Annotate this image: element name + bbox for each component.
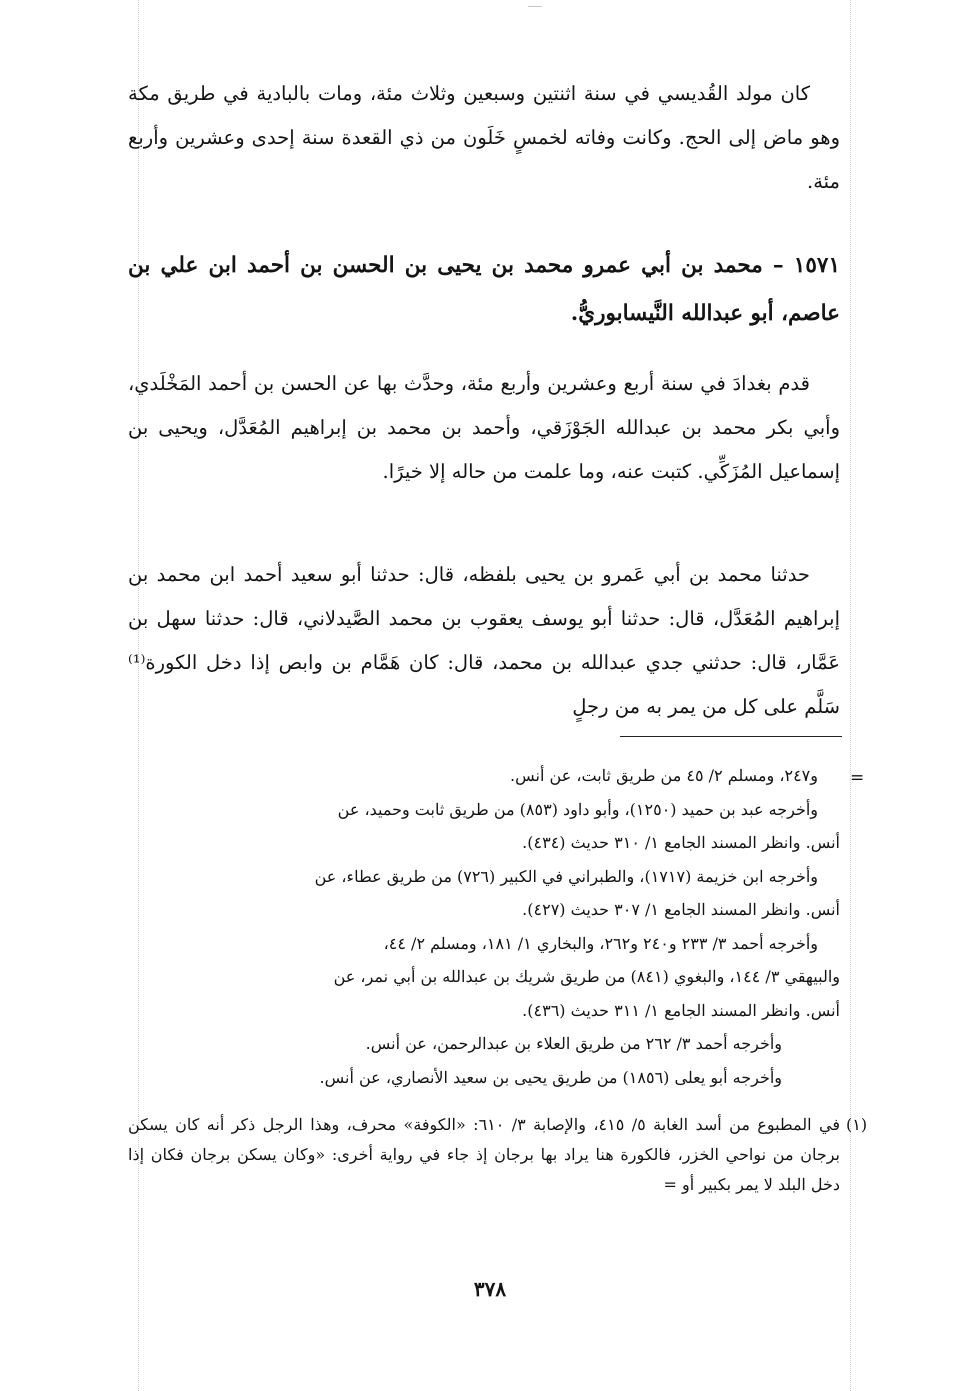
- footnote-line: وأخرجه أحمد ٣/ ٢٣٣ و٢٤٠ و٢٦٢، والبخاري ١/ ١٨١، ومسلم ٢/ ٤٤،: [383, 933, 818, 953]
- footnote-line: و٢٤٧، ومسلم ٢/ ٤٥ من طريق ثابت، عن أنس.: [510, 766, 818, 785]
- footnote-line: وأخرجه ابن خزيمة (١٧١٧)، والطبراني في الكبير (٧٢٦) من طريق عطاء، عن: [314, 866, 818, 886]
- footnote-line: وأخرجه عبد بن حميد (١٢٥٠)، وأبو داود (٨٥٣) من طريق ثابت وحميد، عن: [337, 799, 818, 819]
- footnote-continuation-mark: =: [850, 768, 865, 788]
- footnote-line: أنس. وانظر المسند الجامع ١/ ٣١٠ حديث (٤٣٤).: [522, 833, 840, 852]
- footnote-line: وأخرجه أبو يعلى (١٨٥٦) من طريق يحيى بن سعيد الأنصاري، عن أنس.: [319, 1067, 782, 1087]
- scan-artifact-line: [850, 0, 851, 1391]
- biography-paragraph-nisaburi: قدم بغدادَ في سنة أربع وعشرين وأربع مئة، وحدَّث بها عن الحسن بن أحمد المَخْلَدي، وأبي بكر محمد بن عبدالله الجَوْزَقي، وأحمد بن محمد بن إبراهيم المُعَدَّل، ويحيى بن إسماعيل المُزَكِّي. كتبت عنه، وما علمت من حاله إلا خيرًا.: [128, 372, 840, 483]
- footnote-line: وأخرجه أحمد ٣/ ٢٦٢ من طريق العلاء بن عبدالرحمن، عن أنس.: [365, 1034, 782, 1053]
- biography-paragraph-qudaysi: كان مولد القُديسي في سنة اثنتين وسبعين وثلاث مئة، ومات بالبادية في طريق مكة وهو ماض إلى الحج. وكانت وفاته لخمسٍ خَلَون من ذي القعدة سنة إحدى وعشرين وأربع مئة.: [128, 82, 840, 193]
- footnote-separator: [620, 736, 842, 737]
- footnote-line: أنس. وانظر المسند الجامع ١/ ٣٠٧ حديث (٤٢٧).: [522, 900, 840, 919]
- scan-artifact-top: [528, 0, 542, 7]
- entry-heading-1571: ١٥٧١ – محمد بن أبي عمرو محمد بن يحيى بن الحسن بن أحمد ابن علي بن عاصم، أبو عبدالله النَّيسابوريُّ.: [128, 253, 840, 326]
- footnote-number-1: (١): [846, 1115, 868, 1134]
- footnote-continued-list: [128, 759, 840, 1094]
- footnote-line: والبيهقي ٣/ ١٤٤، والبغوي (٨٤١) من طريق شريك بن عبدالله بن أبي نمر، عن: [333, 967, 840, 986]
- page-number: ٣٧٨: [473, 1277, 507, 1301]
- footnote-1-text: في المطبوع من أسد الغابة ٥/ ٤١٥، والإصابة ٣/ ٦١٠: «الكوفة» محرف، وهذا الرجل ذكر أنه كان يسكن برجان من نواحي الخزر، فالكورة هنا يراد بها برجان إذ جاء في رواية أخرى: «وكان يسكن برجان فكان إذا دخل البلد لا يمر بكبير أو =: [128, 1115, 841, 1194]
- footnote-line: أنس. وانظر المسند الجامع ١/ ٣١١ حديث (٤٣٦).: [522, 1000, 840, 1020]
- hadith-chain-paragraph: حدثنا محمد بن أبي عَمرو بن يحيى بلفظه، قال: حدثنا أبو سعيد أحمد ابن محمد بن إبراهيم المُعَدَّل، قال: حدثنا أبو يوسف يعقوب بن محمد الصَّيدلاني، قال: حدثنا سهل بن عَمَّار، قال: حدثني جدي عبدالله بن محمد، قال: كان هَمَّام بن وابص إذا دخل الكورة⁽¹⁾ سَلَّم على كل من يمر به من رجلٍ: [128, 563, 840, 718]
